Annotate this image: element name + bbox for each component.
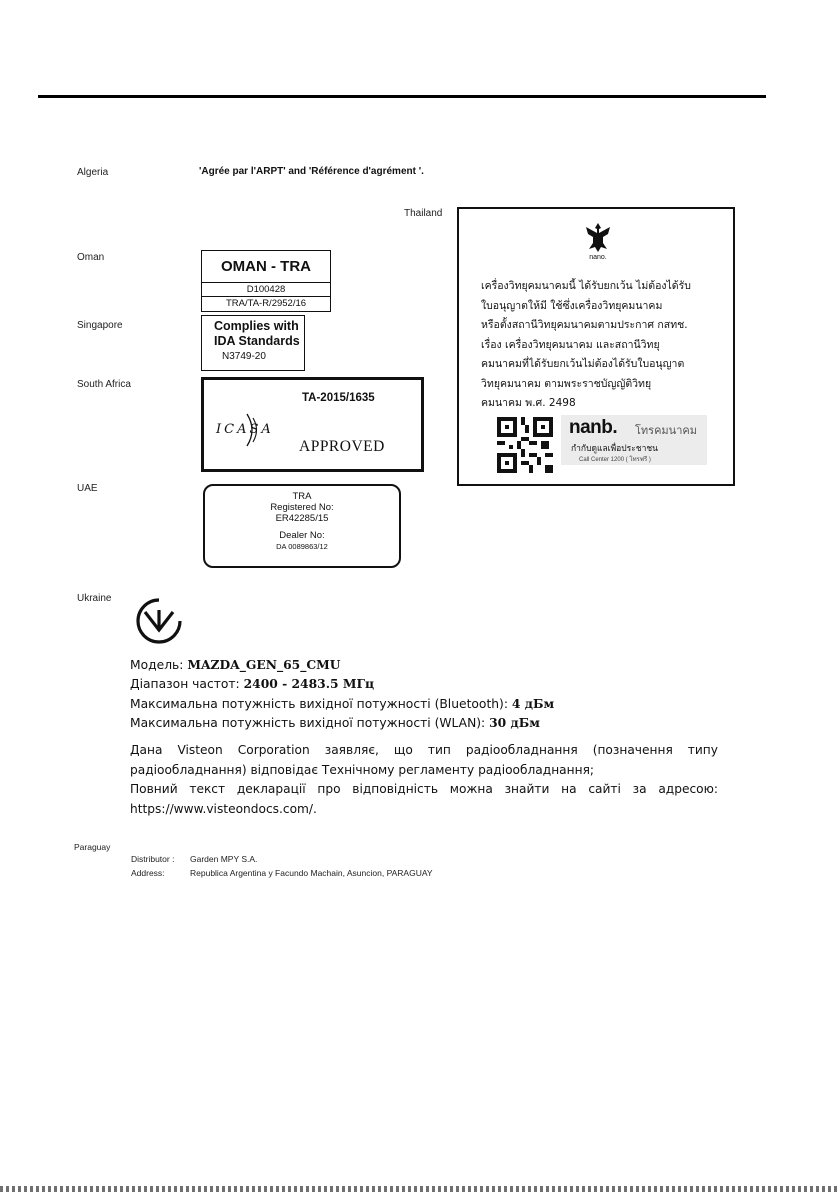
paraguay-distributor-value: Garden MPY S.A. (190, 854, 258, 864)
algeria-mark-text: 'Agrée par l'ARPT' and 'Référence d'agrément '. (199, 166, 424, 177)
wlan-value: 30 дБм (489, 715, 540, 730)
icasa-approval-label (201, 377, 424, 472)
bt-value: 4 дБм (511, 696, 555, 711)
sing-line1: Complies with (214, 319, 299, 333)
freq-value: 2400 - 2483.5 МГц (243, 676, 375, 691)
oman-title: OMAN - TRA (202, 251, 330, 283)
uae-dealer-no: DA 0089863/12 (276, 542, 328, 551)
country-label-thailand: Thailand (404, 208, 443, 219)
thailand-exemption-text (481, 277, 721, 414)
thai-line: เครื่องวิทยุคมนาคมนี้ ได้รับยกเว้น ไม่ต้องได้รับ (481, 280, 691, 292)
country-label-south-africa: South Africa (77, 379, 131, 390)
garuda-emblem-icon (583, 221, 613, 255)
ukraine-bt-power (130, 696, 554, 711)
country-label-algeria: Algeria (77, 167, 109, 178)
icasa-arc-icon (244, 410, 270, 450)
declaration-statement: Дана Visteon Corporation заявляє, що тип радіообладнання (позначення типу радіообладнання) відповідає Технічному регламенту радіообладнання; (130, 743, 718, 777)
oman-code: D100428 (202, 283, 330, 297)
sing-line2: IDA Standards (214, 334, 300, 348)
wlan-label: Максимальна потужність вихідної потужності (WLAN): (130, 716, 490, 730)
sing-code: N3749-20 (222, 351, 266, 362)
paraguay-address-label: Address: (131, 868, 165, 878)
page-bottom-edge (0, 1186, 840, 1192)
freq-label: Діапазон частот: (130, 677, 244, 691)
ukraine-declaration (130, 741, 718, 819)
paraguay-address-value: Republica Argentina y Facundo Machain, Asuncion, PARAGUAY (190, 868, 433, 878)
paraguay-distributor-label: Distributor : (131, 854, 175, 864)
thai-line: วิทยุคมนาคม ตามพระราชบัญญัติวิทยุ (481, 377, 652, 390)
nbtc-logo-text: nanb. (569, 417, 618, 438)
model-label: Модель: (130, 658, 188, 672)
country-label-singapore: Singapore (77, 320, 123, 331)
icasa-logo-text: ICASA (216, 422, 274, 437)
emblem-caption: nano. (589, 254, 607, 261)
nbtc-logo-thai: โทรคมนาคม (635, 424, 697, 437)
thai-line: เรื่อง เครื่องวิทยุคมนาคม และสถานีวิทยุ (481, 338, 660, 351)
country-label-ukraine: Ukraine (77, 593, 112, 604)
thai-line: หรือตั้งสถานีวิทยุคมนาคมตามประกาศ กสทช. (481, 319, 688, 331)
country-label-paraguay: Paraguay (74, 842, 111, 852)
header-rule (38, 95, 766, 98)
uae-dealer-label: Dealer No: (279, 530, 325, 541)
uae-tra-label (203, 484, 401, 568)
uae-registered-no: ER42285/15 (275, 513, 329, 524)
country-label-oman: Oman (77, 252, 105, 263)
uae-registered-label: Registered No: (270, 502, 334, 513)
thai-line: คมนาคม พ.ศ. 2498 (481, 397, 576, 409)
bt-label: Максимальна потужність вихідної потужності (Bluetooth): (130, 697, 512, 711)
ukraine-frequency (130, 676, 374, 691)
thai-line: คมนาคมที่ได้รับยกเว้นไม่ต้องได้รับใบอนุญาต (481, 358, 685, 370)
ukraine-conformity-mark-icon (134, 596, 184, 646)
icasa-approved: APPROVED (299, 438, 385, 455)
thailand-label-box (457, 207, 735, 486)
country-label-uae: UAE (77, 483, 98, 494)
uae-tra: TRA (292, 491, 312, 502)
oman-tra-label (201, 250, 331, 312)
nbtc-logo-sub: กำกับดูแลเพื่อประชาชน (571, 444, 658, 454)
qr-code-icon (497, 417, 553, 473)
ukraine-model (130, 657, 341, 672)
icasa-ta-number: TA-2015/1635 (302, 392, 375, 404)
oman-ref: TRA/TA-R/2952/16 (225, 298, 307, 309)
thai-line: ใบอนุญาตให้มี ใช้ซึ่งเครื่องวิทยุคมนาคม (481, 299, 663, 312)
nbtc-logo (561, 415, 707, 465)
singapore-ida-label (201, 315, 305, 371)
model-value: MAZDA_GEN_65_CMU (187, 657, 341, 672)
nbtc-call-center: Call Center 1200 ( โทรฟรี ) (579, 457, 651, 463)
declaration-url-text: Повний текст декларації про відповідність можна знайти на сайті за адресою: https://www.visteondocs.com/. (130, 782, 718, 816)
ukraine-wlan-power (130, 715, 540, 730)
